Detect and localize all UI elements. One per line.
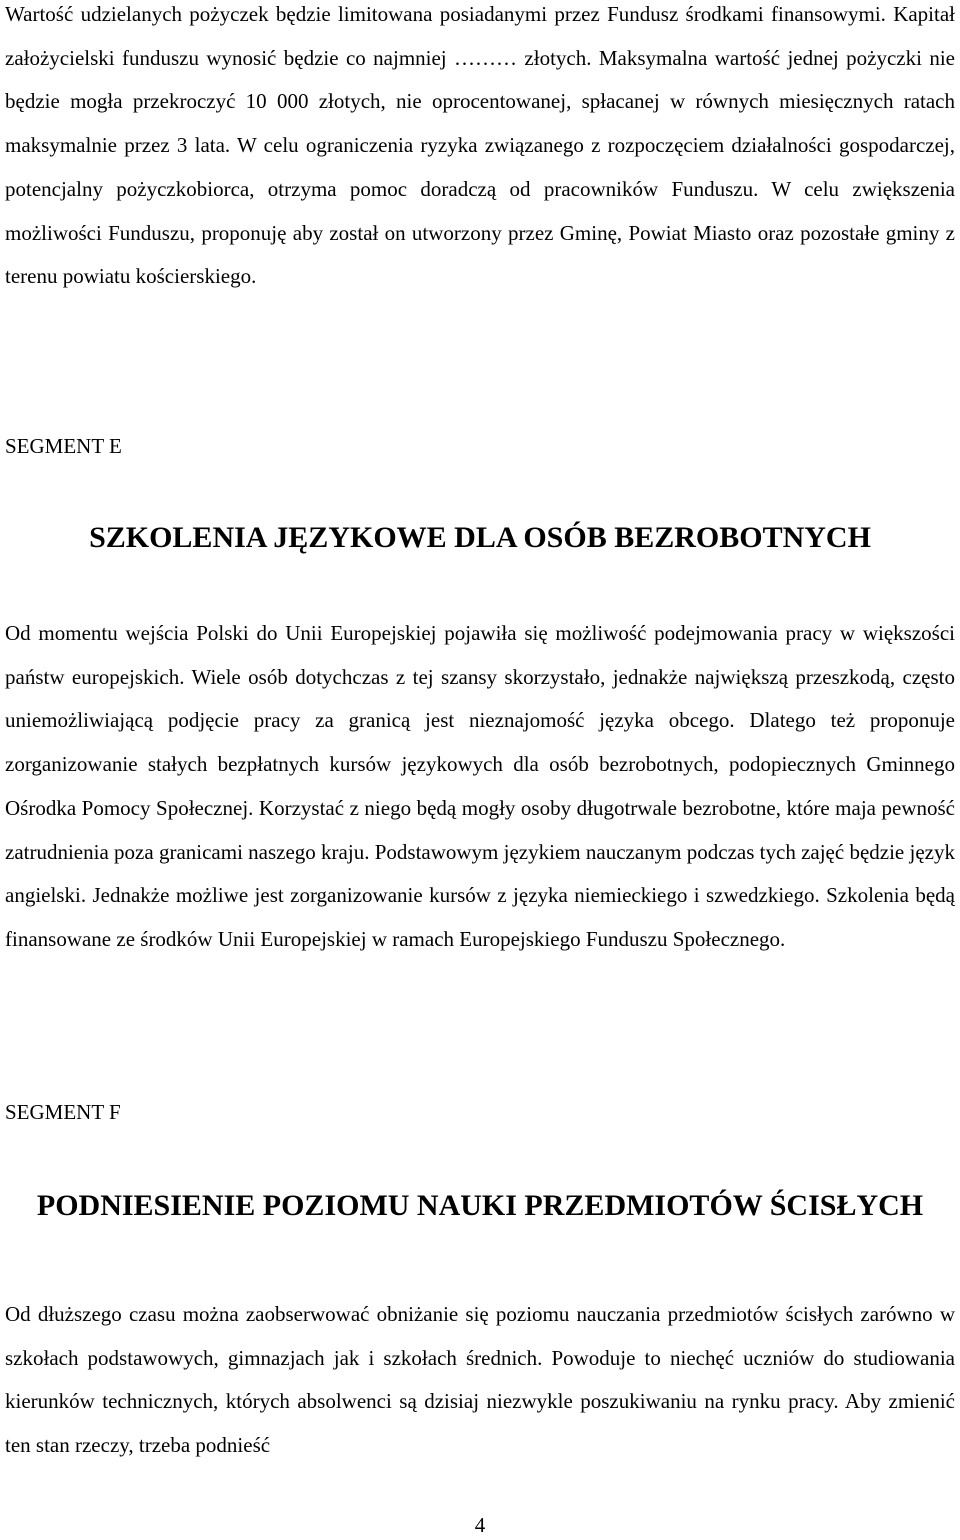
segment-e-label: SEGMENT E bbox=[5, 434, 122, 458]
segment-f-label: SEGMENT F bbox=[5, 1100, 121, 1124]
segment-e-body: Od momentu wejścia Polski do Unii Europejskiej pojawiła się możliwość podejmowania pracy w większości państw europejskich. Wiele osób dotychczas z tej szansy skorzystało, jednakże największą przeszkodą, często uniemożliwiającą podjęcie pracy za granicą jest nieznajomość języka obcego. Dlatego też proponuje zorganizowanie stałych bezpłatnych kursów językowych dla osób bezrobotnych, podopiecznych Gminnego Ośrodka Pomocy Społecznej. Korzystać z niego będą mogły osoby długotrwale bezrobotne, które maja pewność zatrudnienia poza granicami naszego kraju. Podstawowym językiem nauczanym podczas tych zajęć będzie język angielski. Jednakże możliwe jest zorganizowanie kursów z języka niemieckiego i szwedzkiego. Szkolenia będą finansowane ze środków Unii Europejskiej w ramach Europejskiego Funduszu Społecznego. bbox=[5, 621, 955, 951]
segment-e-heading: SZKOLENIA JĘZYKOWE DLA OSÓB BEZROBOTNYCH bbox=[89, 521, 871, 554]
page-number: 4 bbox=[474, 1513, 486, 1537]
segment-f-heading: PODNIESIENIE POZIOMU NAUKI PRZEDMIOTÓW ŚCISŁYCH bbox=[36, 1189, 924, 1222]
segment-f-body: Od dłuższego czasu można zaobserwować obniżanie się poziomu nauczania przedmiotów ścisłych zarówno w szkołach podstawowych, gimnazjach jak i szkołach średnich. Powoduje to niechęć uczniów do studiowania kierunków technicznych, których absolwenci są dzisiaj niezwykle poszukiwaniu na rynku pracy. Aby zmienić ten stan rzeczy, trzeba podnieść bbox=[5, 1302, 955, 1458]
paragraph-loan-fund: Wartość udzielanych pożyczek będzie limitowana posiadanymi przez Fundusz środkami finansowymi. Kapitał założycielski funduszu wynosić będzie co najmniej ……… złotych. Maksymalna wartość jednej pożyczki nie będzie mogła przekroczyć 10 000 złotych, nie oprocentowanej, spłacanej w równych miesięcznych ratach maksymalnie przez 3 lata. W celu ograniczenia ryzyka związanego z rozpoczęciem działalności gospodarczej, potencjalny pożyczkobiorca, otrzyma pomoc doradczą od pracowników Funduszu. W celu zwiększenia możliwości Funduszu, proponuję aby został on utworzony przez Gminę, Powiat Miasto oraz pozostałe gminy z terenu powiatu kościerskiego. bbox=[5, 2, 955, 289]
